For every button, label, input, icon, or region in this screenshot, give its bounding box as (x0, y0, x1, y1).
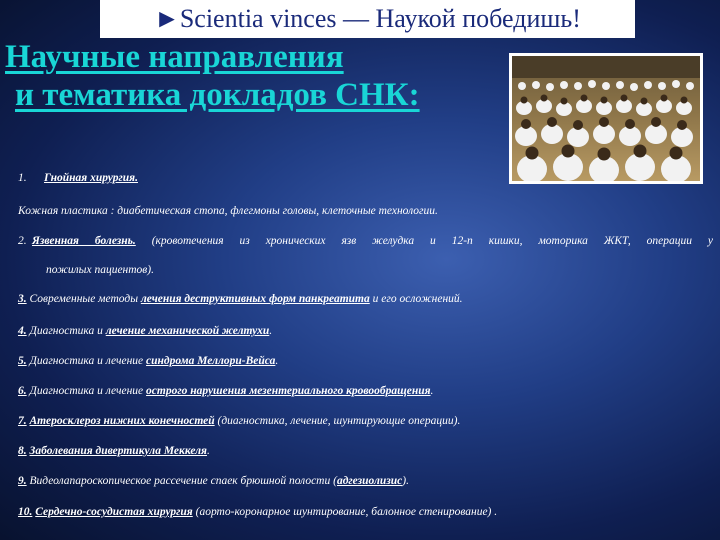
topic-item-10: 10. Сердечно-сосудистая хирургия (аорто-коронарное шунтирование, балонное стенирование) . (18, 506, 498, 518)
topic-item-8: 8. Заболевания дивертикула Меккеля. (18, 445, 210, 457)
topic-item-4: 4. Диагностика и лечение механической желтухи. (18, 325, 273, 337)
slide-title (5, 38, 525, 114)
slogan-banner: ►Scientia vinces — Наукой победишь! (100, 0, 635, 38)
topic-item-1: 1. Гнойная хирургия. (18, 172, 138, 184)
topic-item-1-description: Кожная пластика : диабетическая стопа, флегмоны головы, клеточные технологии. (18, 205, 438, 217)
topic-item-2: 2. Язвенная болезнь. (кровотечения из хронических язв желудка и 12-п кишки, моторика ЖКТ, операции у (18, 235, 713, 247)
topic-item-9: 9. Видеолапароскопическое рассечение спаек брюшной полости (адгезиолизис). (18, 475, 409, 487)
auditorium-photo (509, 53, 703, 184)
title-line-1: Научные направления (5, 39, 344, 75)
auditorium-illustration (512, 56, 700, 181)
title-line-2: и тематика докладов СНК: (15, 77, 420, 113)
topic-item-2-continuation: пожилых пациентов). (46, 264, 155, 276)
topic-item-6: 6. Диагностика и лечение острого нарушения мезентериального кровообращения. (18, 385, 434, 397)
topic-item-7: 7. Атеросклероз нижних конечностей (диагностика, лечение, шунтирующие операции). (18, 415, 461, 427)
topic-item-3: 3. Современные методы лечения деструктивных форм панкреатита и его осложнений. (18, 293, 463, 305)
topic-item-5: 5. Диагностика и лечение синдрома Меллори-Вейса. (18, 355, 279, 367)
